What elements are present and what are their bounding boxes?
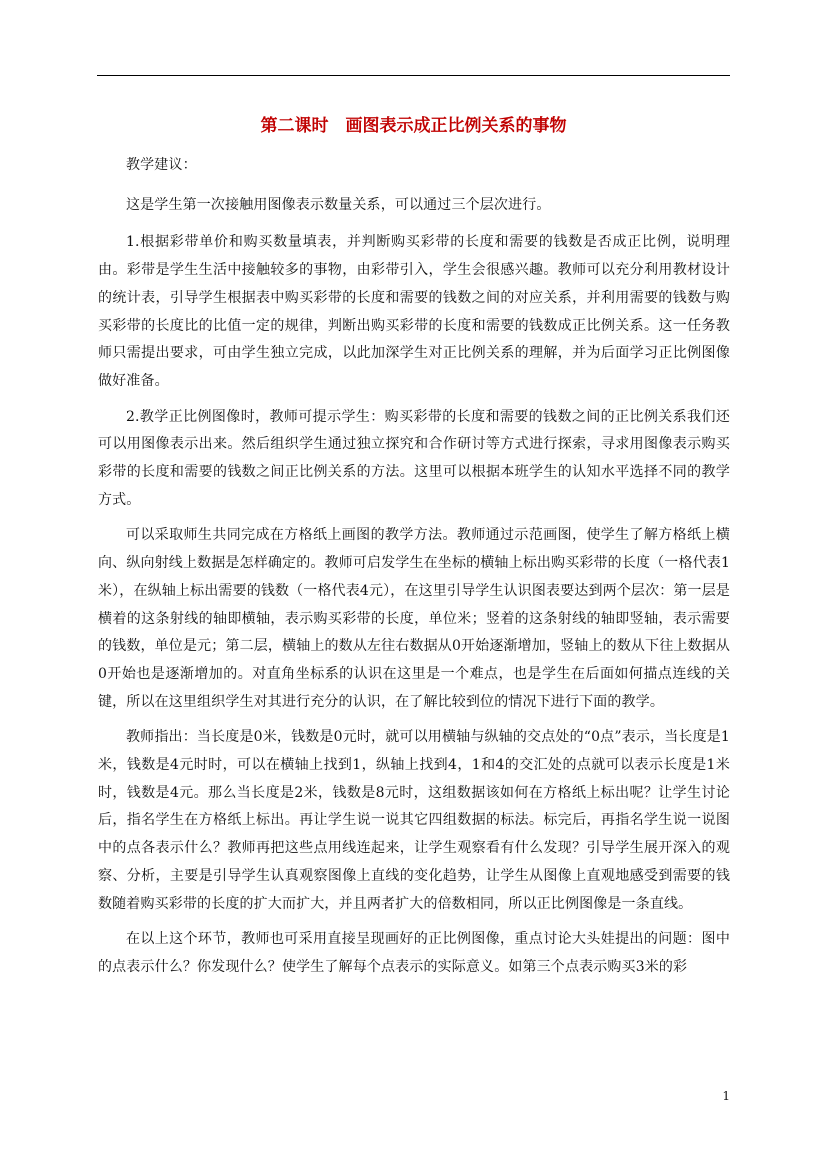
paragraph-2: 2.教学正比例图像时，教师可提示学生：购买彩带的长度和需要的钱数之间的正比例关系我们还可以用图像表示出来。然后组织学生通过独立探究和合作研讨等方式进行探索，寻求用图像表示购买彩带的长度和需要的钱数之间正比例关系的方法。这里可以根据本班学生的认知水平选择不同的教学方式。: [98, 408, 730, 508]
page-number: 1: [722, 1089, 730, 1103]
paragraph-1: 1.根据彩带单价和购买数量填表，并判断购买彩带的长度和需要的钱数是否成正比例，说明理由。彩带是学生生活中接触较多的事物，由彩带引入，学生会很感兴趣。教师可以充分利用教材设计的统计表，引导学生根据表中购买彩带的长度和需要的钱数之间的对应关系，并利用需要的钱数与购买彩带的长度比的比值一定的规律，判断出购买彩带的长度和需要的钱数成正比例关系。这一任务教师只需提出要求，可由学生独立完成，以此加深学生对正比例关系的理解，并为后面学习正比例图像做好准备。: [98, 234, 730, 389]
page-title: 第二课时 画图表示成正比例关系的事物: [260, 116, 567, 136]
paragraph-4: 教师指出：当长度是0米，钱数是0元时，就可以用横轴与纵轴的交点处的“0点”表示，当长度是1米，钱数是4元时时，可以在横轴上找到1，纵轴上找到4，1和4的交汇处的点就可以表示长度是1米时，钱数是4元。那么当长度是2米，钱数是8元时，这组数据该如何在方格纸上标出呢？让学生讨论后，指名学生在方格纸上标出。再让学生说一说其它四组数据的标法。标完后，再指名学生说一说图中的点各表示什么？教师再把这些点用线连起来，让学生观察看有什么发现？引导学生展开深入的观察、分析，主要是引导学生认真观察图像上直线的变化趋势，让学生从图像上直观地感受到需要的钱数随着购买彩带的长度的扩大而扩大，并且两者扩大的倍数相同，所以正比例图像是一条直线。: [98, 729, 730, 912]
document-body: [98, 152, 730, 990]
section-label: 教学建议：: [126, 157, 197, 173]
paragraph-5: 在以上这个环节，教师也可采用直接呈现画好的正比例图像，重点讨论大头娃提出的问题：图中的点表示什么？你发现什么？使学生了解每个点表示的实际意义。如第三个点表示购买3米的彩: [98, 931, 730, 975]
intro-paragraph: 这是学生第一次接触用图像表示数量关系，可以通过三个层次进行。: [126, 196, 551, 213]
paragraph-3: 可以采取师生共同完成在方格纸上画图的教学方法。教师通过示范画图，使学生了解方格纸上横向、纵向射线上数据是怎样确定的。教师可启发学生在坐标的横轴上标出购买彩带的长度（一格代表1米），在纵轴上标出需要的钱数（一格代表4元），在这里引导学生认识图表要达到两个层次：第一层是横着的这条射线的轴即横轴，表示购买彩带的长度，单位米；竖着的这条射线的轴即竖轴，表示需要的钱数，单位是元；第二层，横轴上的数从左往右数据从0开始逐渐增加，竖轴上的数从下往上数据从0开始也是逐渐增加的。对直角坐标系的认识在这里是一个难点，也是学生在后面如何描点连线的关键，所以在这里组织学生对其进行充分的认识，在了解比较到位的情况下进行下面的教学。: [98, 527, 730, 710]
header-rule: [97, 75, 730, 76]
